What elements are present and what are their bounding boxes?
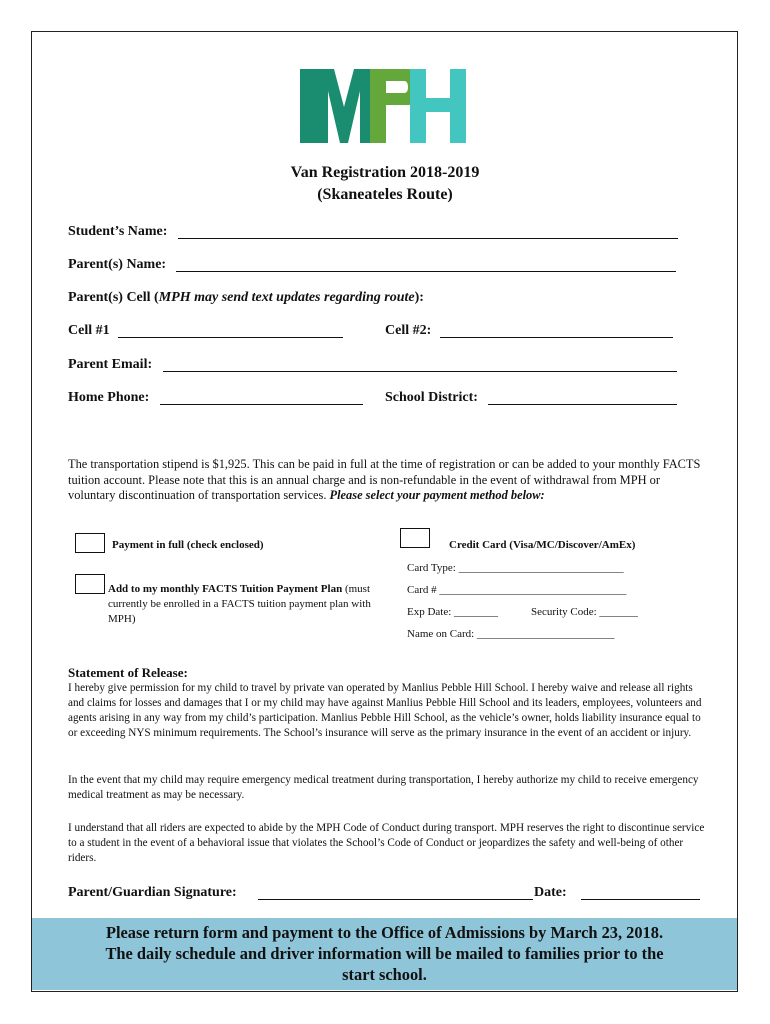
parent-name-field[interactable] xyxy=(176,271,676,272)
school-district-field[interactable] xyxy=(488,404,677,405)
cell1-label: Cell #1 xyxy=(68,323,110,338)
exp-date-field[interactable]: Exp Date: ________ xyxy=(407,606,499,618)
parent-cell-note: MPH may send text updates regarding route xyxy=(158,290,415,305)
credit-card-checkbox[interactable] xyxy=(400,528,430,548)
page-title: Van Registration 2018-2019 xyxy=(290,164,480,181)
date-field[interactable] xyxy=(581,899,700,900)
name-on-card-field[interactable]: Name on Card: _________________________ xyxy=(407,628,615,640)
payment-full-checkbox[interactable] xyxy=(75,533,105,553)
student-name-label: Student’s Name: xyxy=(68,224,168,239)
home-phone-label: Home Phone: xyxy=(68,390,150,405)
payment-full-label: Payment in full (check enclosed) xyxy=(112,539,264,551)
facts-plan-checkbox[interactable] xyxy=(75,574,105,594)
cell2-label: Cell #2: xyxy=(385,323,432,338)
cell1-field[interactable] xyxy=(118,337,343,338)
return-instructions-line-1: Please return form and payment to the Office of Admissions by March 23, 2018. xyxy=(105,923,664,942)
return-instructions-banner xyxy=(32,918,737,990)
facts-plan-label xyxy=(108,582,378,627)
home-phone-field[interactable] xyxy=(160,404,363,405)
page-subtitle: (Skaneateles Route) xyxy=(317,186,453,203)
credit-card-label: Credit Card (Visa/MC/Discover/AmEx) xyxy=(449,539,636,551)
date-label: Date: xyxy=(534,885,567,900)
parent-email-label: Parent Email: xyxy=(68,357,153,372)
release-heading: Statement of Release: xyxy=(68,665,188,680)
payment-intro xyxy=(68,457,703,504)
parent-name-label: Parent(s) Name: xyxy=(68,257,167,272)
mph-logo xyxy=(300,69,468,143)
parent-cell-heading xyxy=(68,290,424,306)
payment-intro-text: The transportation stipend is $1,925. This can be paid in full at the time of registration or can be added to your monthly FACTS tuition account. Please note that this is an annual charge and is non-refundable in the event of withdrawal from MPH or voluntary discontinuation of transportation services. xyxy=(68,457,701,502)
student-name-field[interactable] xyxy=(178,238,678,239)
facts-plan-note: (must currently be enrolled in a FACTS tuition payment plan with MPH) xyxy=(108,583,371,625)
parent-email-field[interactable] xyxy=(163,371,677,372)
parent-cell-suffix: ): xyxy=(414,290,424,305)
security-code-field[interactable]: Security Code: _______ xyxy=(531,606,638,618)
payment-select-note: Please select your payment method below: xyxy=(329,488,545,502)
release-paragraph-3: I understand that all riders are expected to abide by the MPH Code of Conduct during transport. MPH reserves the right to discontinue service to a student in the event of a behavioral issue that violates the School’s Code of Conduct or jeopardizes the safety and well-being of other riders. xyxy=(68,822,705,864)
release-paragraph-2: In the event that my child may require emergency medical treatment during transportation, I hereby authorize my child to receive emergency medical treatment as may be necessary. xyxy=(68,774,699,801)
facts-plan-bold: Add to my monthly FACTS Tuition Payment Plan xyxy=(108,583,343,595)
return-instructions-line-2: The daily schedule and driver information will be mailed to families prior to the xyxy=(105,944,664,963)
release-paragraph-1: I hereby give permission for my child to travel by private van operated by Manlius Pebble Hill School. I hereby waive and release all rights and claims for losses and damages that I or my child may have against Manlius Pebble Hill School and its leaders, employees, volunteers and agents arising in any way from my child’s participation. Manlius Pebble Hill School, as the vehicle’s owner, holds liability insurance equal to or exceeding NYS minimum requirements. The School’s insurance will serve as the primary insurance in the event of an accident or injury. xyxy=(68,682,702,739)
signature-label: Parent/Guardian Signature: xyxy=(68,885,237,900)
card-type-field[interactable]: Card Type: ______________________________ xyxy=(407,562,624,574)
card-number-field[interactable]: Card # __________________________________ xyxy=(407,584,627,596)
cell2-field[interactable] xyxy=(440,337,673,338)
return-instructions-line-3: start school. xyxy=(342,965,427,984)
signature-field[interactable] xyxy=(258,899,533,900)
parent-cell-prefix: Parent(s) Cell ( xyxy=(68,290,159,305)
school-district-label: School District: xyxy=(385,390,478,405)
